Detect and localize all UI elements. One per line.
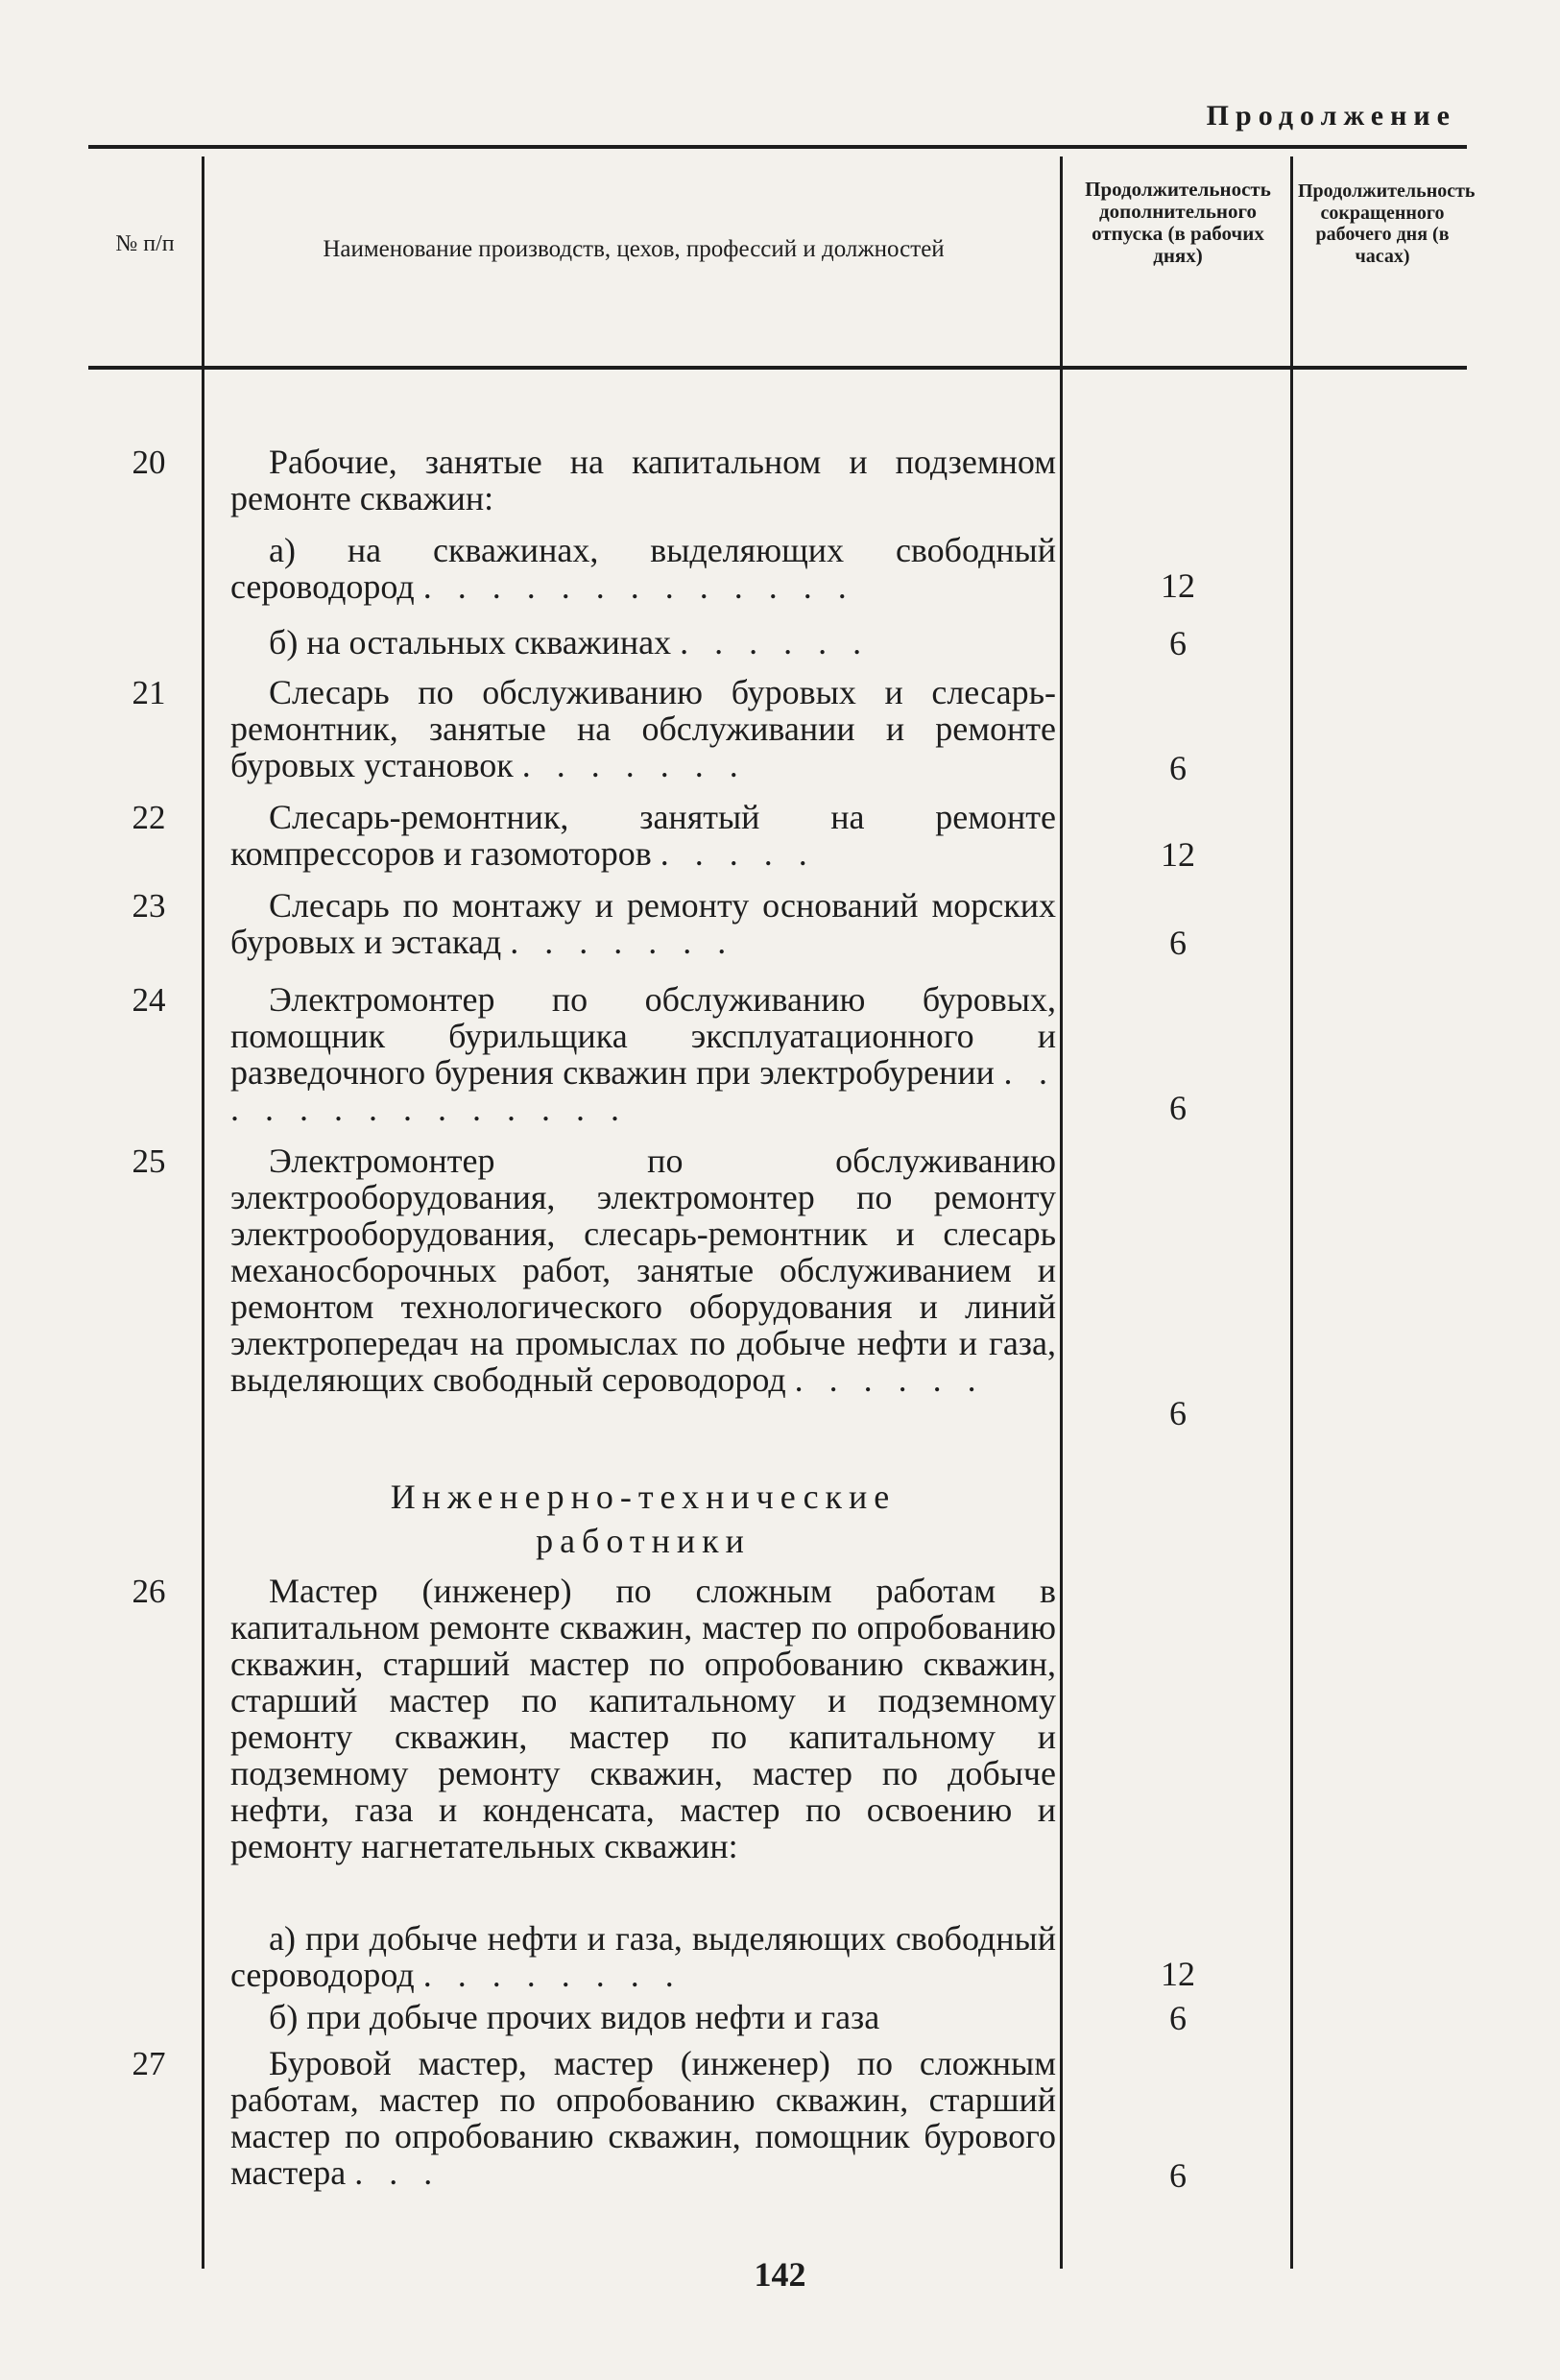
row-number: 23 [132, 887, 166, 925]
leave-days-value: 6 [1169, 924, 1187, 962]
row-text [230, 2045, 1056, 2191]
row-text-main: Слесарь по обслуживанию буровых и слесарь-ремонтник, занятые на обслуживании и ремонте буровых установок [230, 673, 1056, 784]
row-text-main: Электромонтер по обслуживанию электрооборудования, электромонтер по ремонту электрооборудования, слесарь-ремонтник и слесарь механосборочных работ, занятые обслуживанием и ремонтом технологического оборудования и линий электропередач на промыслах по добыче нефти и газа, выделяющих свободный сероводород [230, 1142, 1056, 1399]
column-rule-1 [202, 156, 204, 2269]
row-text-main: б) на остальных скважинах [269, 623, 672, 661]
dot-leader: . . . [354, 2153, 442, 2192]
section-heading-line: работники [536, 1522, 751, 1560]
row-number: 26 [132, 1573, 166, 1610]
dot-leader: . . . . . . . [521, 746, 747, 784]
row-text [230, 532, 1056, 605]
leave-days-value: 12 [1161, 1955, 1195, 1993]
row-number: 25 [132, 1142, 166, 1180]
row-text [230, 799, 1056, 872]
row-text-main: Буровой мастер, мастер (инженер) по сложным работам, мастер по опробованию скважин, старший мастер по опробованию скважин, помощник бурового мастера [230, 2044, 1056, 2192]
row-number: 24 [132, 981, 166, 1019]
row-text-main: Электромонтер по обслуживанию буровых, помощник бурильщика эксплуатационного и разведочного бурения скважин при электробурении [230, 980, 1056, 1092]
dot-leader: . . . . . [660, 834, 816, 873]
row-number: 20 [132, 444, 166, 481]
leave-days-value: 6 [1169, 2156, 1187, 2195]
row-text-main: Слесарь по монтажу и ремонту оснований морских буровых и эстакад [230, 886, 1056, 961]
header-reduced-hours: Продолжительность сокращенного рабочего дня (в часах) [1298, 180, 1476, 267]
continuation-label: Продолжение [1206, 100, 1456, 132]
section-heading [230, 1475, 1056, 1563]
header-leave-days: Продолжительность дополнительного отпуска (в рабочих днях) [1085, 178, 1271, 267]
row-text [230, 1920, 1056, 1993]
row-text [230, 1142, 1056, 1398]
row-text [230, 674, 1056, 783]
table-top-rule [88, 145, 1467, 149]
header-number: № п/п [115, 231, 175, 256]
column-rule-2 [1060, 156, 1063, 2269]
dot-leader: . . . . . . . . . . . . . [422, 567, 855, 606]
header-name: Наименование производств, цехов, профессий и должностей [323, 236, 945, 262]
dot-leader: . . . . . . [794, 1360, 985, 1399]
dot-leader: . . . . . . . . [422, 1956, 683, 1994]
dot-leader: . . . . . . [680, 623, 871, 661]
row-text [230, 887, 1056, 960]
section-heading-line: Инженерно-технические [390, 1478, 897, 1516]
page-number: 142 [754, 2255, 806, 2294]
row-text-main: а) при добыче нефти и газа, выделяющих свободный сероводород [230, 1919, 1056, 1994]
dot-leader: . . . . . . . [510, 923, 735, 961]
row-text [230, 624, 1056, 661]
row-number: 21 [132, 674, 166, 711]
leave-days-value: 6 [1169, 624, 1187, 662]
row-text: Рабочие, занятые на капитальном и подземном ремонте скважин: [230, 443, 1056, 517]
row-text-main: а) на скважинах, выделяющих свободный сероводород [230, 531, 1056, 606]
row-text [230, 981, 1056, 1127]
leave-days-value: 6 [1169, 1999, 1187, 2037]
row-number: 22 [132, 799, 166, 836]
row-text-main: Слесарь-ремонтник, занятый на ремонте компрессоров и газомоторов [230, 798, 1056, 873]
leave-days-value: 6 [1169, 1089, 1187, 1127]
row-text: б) при добыче прочих видов нефти и газа [269, 1998, 880, 2036]
leave-days-value: 6 [1169, 749, 1187, 787]
leave-days-value: 6 [1169, 1394, 1187, 1432]
row-number: 27 [132, 2045, 166, 2082]
row-text: Мастер (инженер) по сложным работам в капитальном ремонте скважин, мастер по опробованию скважин, старший мастер по опробованию скважин, старший мастер по капитальному и подземному ремонту скважин, мастер по капитальному и подземному ремонту скважин, мастер по добыче нефти, газа и конденсата, мастер по освоению и ремонту нагнетательных скважин: [230, 1572, 1056, 1865]
column-rule-3 [1290, 156, 1293, 2269]
dot-leader: . . . . . . . . . . . . . . [230, 1053, 1057, 1128]
leave-days-value: 12 [1161, 835, 1195, 874]
leave-days-value: 12 [1161, 566, 1195, 605]
header-bottom-rule [88, 366, 1467, 370]
